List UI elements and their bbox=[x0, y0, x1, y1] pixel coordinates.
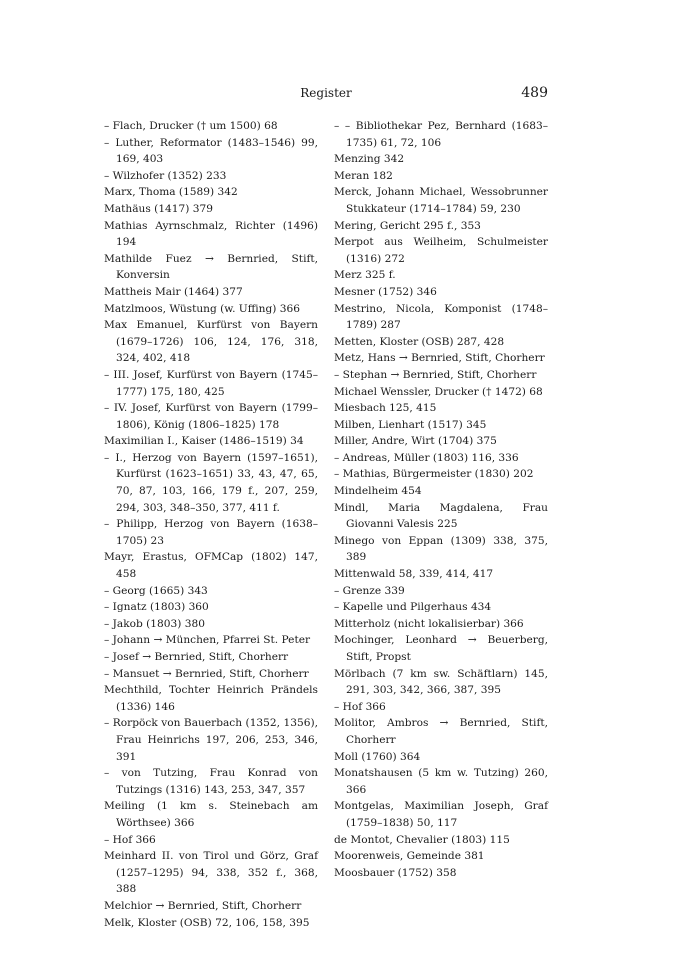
index-entry: Mechthild, Tochter Heinrich Prändels (1336) 146 bbox=[104, 684, 318, 713]
index-entry: Moll (1760) 364 bbox=[334, 750, 421, 763]
index-entry: Meinhard II. von Tirol und Görz, Graf (1257–1295) 94, 338, 352 f., 368, 388 bbox=[104, 850, 318, 896]
index-entry: Monatshausen (5 km w. Tutzing) 260, 366 bbox=[334, 767, 548, 796]
index-entry: Mesner (1752) 346 bbox=[334, 285, 437, 298]
index-entry: Mering, Gericht 295 f., 353 bbox=[334, 219, 481, 232]
index-column-right bbox=[334, 118, 548, 881]
index-entry: Melk, Kloster (OSB) 72, 106, 158, 395 bbox=[104, 916, 310, 929]
index-entry: – Hof 366 bbox=[104, 833, 156, 846]
page-number: 489 bbox=[521, 85, 548, 101]
index-entry: Merz 325 f. bbox=[334, 269, 396, 282]
index-entry: – Josef → Bernried, Stift, Chorherr bbox=[104, 651, 289, 663]
index-entry: – Georg (1665) 343 bbox=[104, 584, 208, 597]
index-entry: Moorenweis, Gemeinde 381 bbox=[334, 850, 485, 863]
index-entry: Mestrino, Nicola, Komponist (1748–1789) 287 bbox=[334, 302, 548, 332]
index-entry: – Kapelle und Pilgerhaus 434 bbox=[334, 601, 492, 614]
index-entry: Mindelheim 454 bbox=[334, 485, 422, 498]
index-entry: Mattheis Mair (1464) 377 bbox=[104, 285, 243, 298]
running-title: Register bbox=[300, 86, 352, 100]
index-entry: – IV. Josef, Kurfürst von Bayern (1799–1806), König (1806–1825) 178 bbox=[104, 402, 318, 431]
index-entry: Melchior → Bernried, Stift, Chorherr bbox=[104, 899, 302, 912]
index-entry: Moosbauer (1752) 358 bbox=[334, 866, 457, 879]
index-entry: – Rorpöck von Bauerbach (1352, 1356), Frau Heinrichs 197, 206, 253, 346, 391 bbox=[104, 717, 318, 763]
index-entry: Michael Wenssler, Drucker († 1472) 68 bbox=[334, 385, 543, 398]
index-entry: Mittenwald 58, 339, 414, 417 bbox=[334, 568, 494, 581]
index-entry: Miller, Andre, Wirt (1704) 375 bbox=[334, 435, 497, 448]
index-entry: Mindl, Maria Magdalena, Frau Giovanni Valesis 225 bbox=[334, 501, 548, 531]
index-entry: – – Bibliothekar Pez, Bernhard (1683–1735) 61, 72, 106 bbox=[334, 120, 548, 149]
index-entry: de Montot, Chevalier (1803) 115 bbox=[334, 833, 510, 846]
index-entry: Menzing 342 bbox=[334, 153, 405, 166]
index-column-left bbox=[104, 118, 318, 931]
index-entry: – Jakob (1803) 380 bbox=[104, 617, 205, 630]
index-entry: – Ignatz (1803) 360 bbox=[104, 601, 209, 614]
index-entry: Mathilde Fuez → Bernried, Stift, Konversin bbox=[104, 252, 318, 282]
index-entry: – Philipp, Herzog von Bayern (1638–1705) 23 bbox=[104, 518, 318, 547]
index-entry: Metten, Kloster (OSB) 287, 428 bbox=[334, 335, 505, 348]
index-entry: – III. Josef, Kurfürst von Bayern (1745–1777) 175, 180, 425 bbox=[104, 368, 318, 398]
index-entry: – Flach, Drucker († um 1500) 68 bbox=[104, 120, 278, 132]
index-entry: – Mansuet → Bernried, Stift, Chorherr bbox=[104, 667, 309, 680]
index-entry: – I., Herzog von Bayern (1597–1651), Kurfürst (1623–1651) 33, 43, 47, 65, 70, 87, 103, 166, 179 f., 207, 259, 294, 303, 348–350, 377, 411 f. bbox=[104, 451, 318, 514]
index-entry: Matzlmoos, Wüstung (w. Uffing) 366 bbox=[104, 302, 300, 315]
index-entry: – Wilzhofer (1352) 233 bbox=[104, 169, 227, 182]
index-entry: Mochinger, Leonhard → Beuerberg, Stift, Propst bbox=[334, 634, 548, 663]
index-entry: Merpot aus Weilheim, Schulmeister (1316) 272 bbox=[334, 236, 548, 265]
index-entry: Molitor, Ambros → Bernried, Stift, Chorherr bbox=[334, 717, 548, 746]
index-entry: Maximilian I., Kaiser (1486–1519) 34 bbox=[104, 435, 304, 448]
index-entry: Milben, Lienhart (1517) 345 bbox=[334, 418, 487, 431]
index-entry: Mayr, Erastus, OFMCap (1802) 147, 458 bbox=[104, 551, 318, 581]
index-entry: – Andreas, Müller (1803) 116, 336 bbox=[334, 451, 519, 464]
index-entry: – Stephan → Bernried, Stift, Chorherr bbox=[334, 368, 537, 381]
index-entry: Marx, Thoma (1589) 342 bbox=[104, 186, 238, 199]
index-entry: – Johann → München, Pfarrei St. Peter bbox=[104, 634, 311, 647]
index-entry: Mörlbach (7 km sw. Schäftlarn) 145, 291, 303, 342, 366, 387, 395 bbox=[334, 667, 548, 697]
index-entry: – Grenze 339 bbox=[334, 584, 405, 597]
page-header bbox=[104, 85, 548, 103]
index-entry: Minego von Eppan (1309) 338, 375, 389 bbox=[334, 534, 548, 564]
index-entry: – Hof 366 bbox=[334, 700, 386, 713]
index-entry: Meiling (1 km s. Steinebach am Wörthsee) 366 bbox=[104, 800, 318, 829]
index-entry: – Luther, Reformator (1483–1546) 99, 169, 403 bbox=[104, 136, 318, 166]
index-entry: – Mathias, Bürgermeister (1830) 202 bbox=[334, 468, 534, 481]
index-entry: Miesbach 125, 415 bbox=[334, 402, 437, 415]
index-entry: Max Emanuel, Kurfürst von Bayern (1679–1726) 106, 124, 176, 318, 324, 402, 418 bbox=[104, 319, 318, 365]
index-entry: Merck, Johann Michael, Wessobrunner Stukkateur (1714–1784) 59, 230 bbox=[334, 186, 548, 215]
index-entry: Mathias Ayrnschmalz, Richter (1496) 194 bbox=[104, 219, 318, 249]
index-entry: – von Tutzing, Frau Konrad von Tutzings (1316) 143, 253, 347, 357 bbox=[104, 767, 318, 796]
index-entry: Meran 182 bbox=[334, 169, 393, 182]
index-entry: Montgelas, Maximilian Joseph, Graf (1759–1838) 50, 117 bbox=[334, 800, 548, 829]
index-entry: Mathäus (1417) 379 bbox=[104, 202, 213, 215]
index-entry: Mitterholz (nicht lokalisierbar) 366 bbox=[334, 617, 524, 630]
index-entry: Metz, Hans → Bernried, Stift, Chorherr bbox=[334, 352, 545, 365]
